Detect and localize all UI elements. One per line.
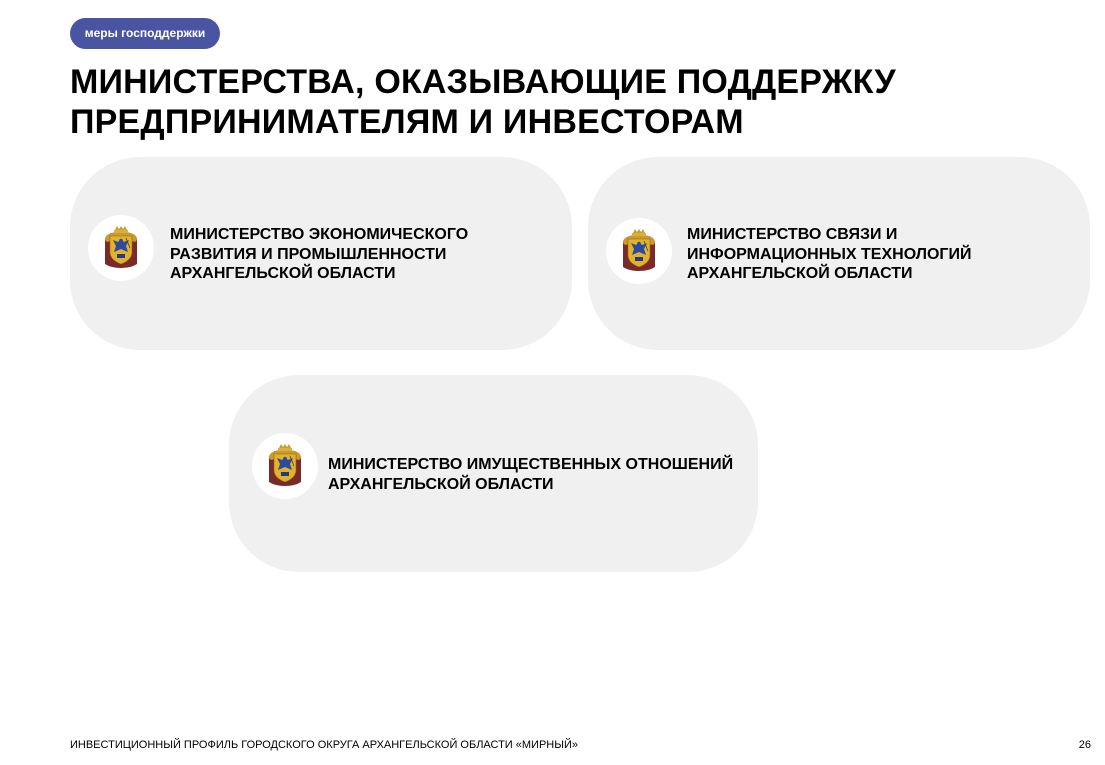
coat-of-arms-icon [606, 218, 672, 284]
ministry-name [328, 455, 733, 494]
ministry-card-property-relations [229, 375, 758, 572]
footer-text: ИНВЕСТИЦИОННЫЙ ПРОФИЛЬ ГОРОДСКОГО ОКРУГА АРХАНГЕЛЬСКОЙ ОБЛАСТИ «МИРНЫЙ» [70, 739, 578, 751]
page-title-line-2: ПРЕДПРИНИМАТЕЛЯМ И ИНВЕСТОРАМ [70, 103, 744, 141]
ministry-name-line: ИНФОРМАЦИОННЫХ ТЕХНОЛОГИЙ [687, 245, 972, 263]
page-title-line-1: МИНИСТЕРСТВА, ОКАЗЫВАЮЩИЕ ПОДДЕРЖКУ [70, 63, 896, 101]
coat-of-arms-icon [88, 215, 154, 281]
section-tag: меры господдержки [70, 18, 220, 49]
ministry-name-line: АРХАНГЕЛЬСКОЙ ОБЛАСТИ [328, 475, 554, 493]
ministry-card-communications-it [588, 157, 1090, 350]
ministry-name [687, 225, 971, 284]
ministry-name-line: МИНИСТЕРСТВО ИМУЩЕСТВЕННЫХ ОТНОШЕНИЙ [328, 456, 734, 473]
coat-of-arms-icon [252, 433, 318, 499]
ministry-name-line: АРХАНГЕЛЬСКОЙ ОБЛАСТИ [170, 265, 396, 282]
page-title [70, 62, 1030, 142]
ministry-name-line: МИНИСТЕРСТВО ЭКОНОМИЧЕСКОГО [170, 226, 469, 243]
ministry-name-line: АРХАНГЕЛЬСКОЙ ОБЛАСТИ [687, 265, 913, 282]
ministry-name-line: МИНИСТЕРСТВО СВЯЗИ И [687, 226, 898, 243]
ministry-card-economic-development [70, 157, 572, 350]
ministry-name-line: РАЗВИТИЯ И ПРОМЫШЛЕННОСТИ [170, 245, 447, 263]
page-number: 26 [1078, 739, 1091, 751]
ministry-name [170, 225, 468, 284]
